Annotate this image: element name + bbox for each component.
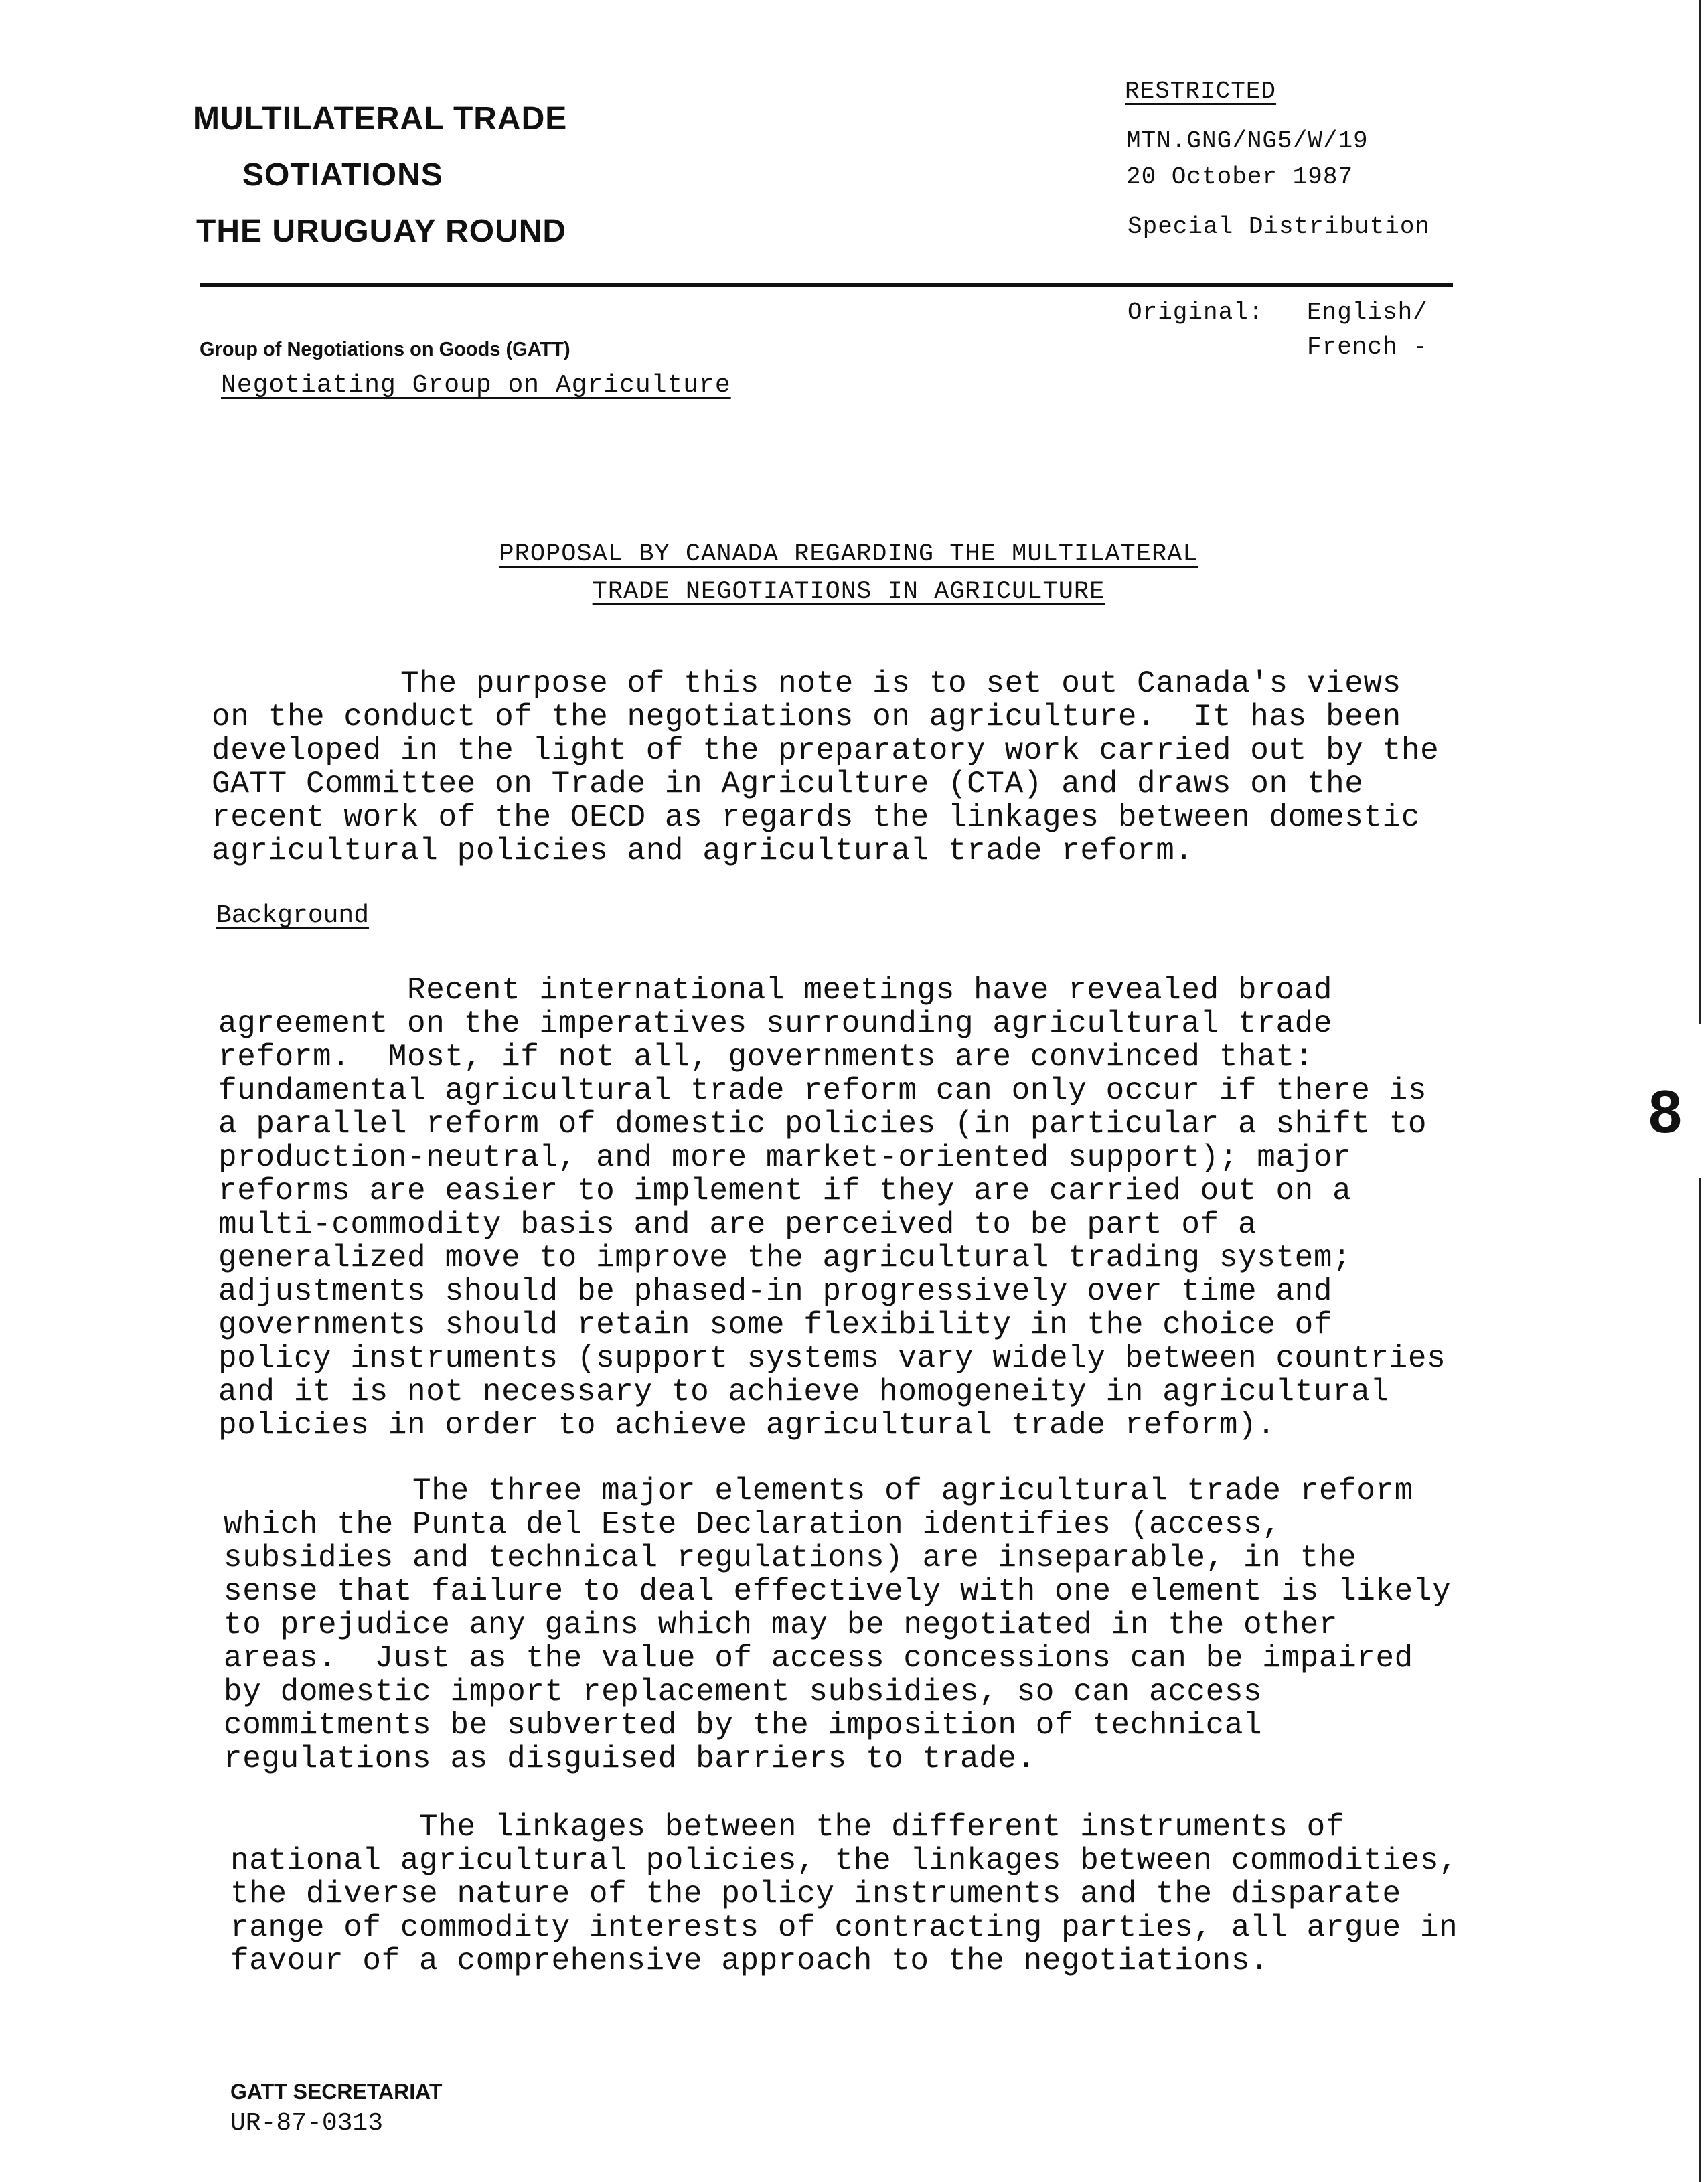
document-symbol: MTN.GNG/NG5/W/19 xyxy=(1126,127,1369,155)
header-line-3: THE URUGUAY ROUND xyxy=(196,214,567,249)
distribution-label: Special Distribution xyxy=(1128,213,1431,240)
paragraph-linkages: The linkages between the different instruments of national agricultural policies, the linkages between commodities, the diverse nature of the policy instruments and the disparate range of commodity interests of contracting parties, all argue in favour of a comprehensive approach to the negotiations. xyxy=(230,1810,1458,1978)
classification-label: RESTRICTED xyxy=(1125,78,1277,105)
header-rule xyxy=(200,283,1453,287)
page-number: 8 xyxy=(1648,1079,1683,1146)
group-name: Group of Negotiations on Goods (GATT) xyxy=(200,339,570,360)
paragraph-background: Recent international meetings have revealed broad agreement on the imperatives surrounding agricultural trade reform. Most, if not all, governments are convinced that: fundamental agricultural trade reform can only occur if there is a parallel reform of domestic policies (in particular a shift to production-neutral, and more market-oriented support); major reforms are easier to implement if they are carried out on a multi-commodity basis and are perceived to be part of a generalized move to improve the agricultural trading system; adjustments should be phased-in progressively over time and governments should retain some flexibility in the choice of policy instruments (support systems vary widely between countries and it is not necessary to achieve homogeneity in agricultural policies in order to achieve agricultural trade reform). xyxy=(218,973,1446,1443)
paragraph-elements: The three major elements of agricultural trade reform which the Punta del Este Declaration identifies (access, subsidies and technical regulations) are inseparable, in the sense that failure to deal effectively with one element is likely to prejudice any gains which may be negotiated in the other areas. Just as the value of access concessions can be impaired by domestic import replacement subsidies, so can access commitments be subverted by the imposition of technical regulations as disguised barriers to trade. xyxy=(224,1474,1452,1776)
binding-edge-upper xyxy=(1699,0,1701,1024)
paragraph-purpose: The purpose of this note is to set out Canada's views on the conduct of the negotiations on agriculture. It has been developed in the light of the preparatory work carried out by the GATT Committee on Trade in Agriculture (CTA) and draws on the recent work of the OECD as regards the linkages between domestic agricultural policies and agricultural trade reform. xyxy=(212,666,1440,868)
binding-edge-lower xyxy=(1699,1178,1701,2182)
original-language-1: English/ xyxy=(1307,299,1428,326)
footer-reference: UR-87-0313 xyxy=(230,2109,384,2138)
header-line-2: SOTIATIONS xyxy=(242,157,443,193)
subgroup-name: Negotiating Group on Agriculture xyxy=(221,371,731,400)
footer-secretariat: GATT SECRETARIAT xyxy=(230,2080,443,2104)
title-line-1: PROPOSAL BY CANADA REGARDING THE MULTILATERAL xyxy=(499,540,1198,568)
document-title xyxy=(402,536,1296,611)
title-line-2: TRADE NEGOTIATIONS IN AGRICULTURE xyxy=(592,578,1105,606)
header-line-1: MULTILATERAL TRADE xyxy=(193,101,568,137)
original-label: Original: xyxy=(1128,299,1264,326)
heading-background: Background xyxy=(216,901,370,930)
original-language-2: French - xyxy=(1307,333,1428,361)
document-date: 20 October 1987 xyxy=(1126,163,1354,191)
